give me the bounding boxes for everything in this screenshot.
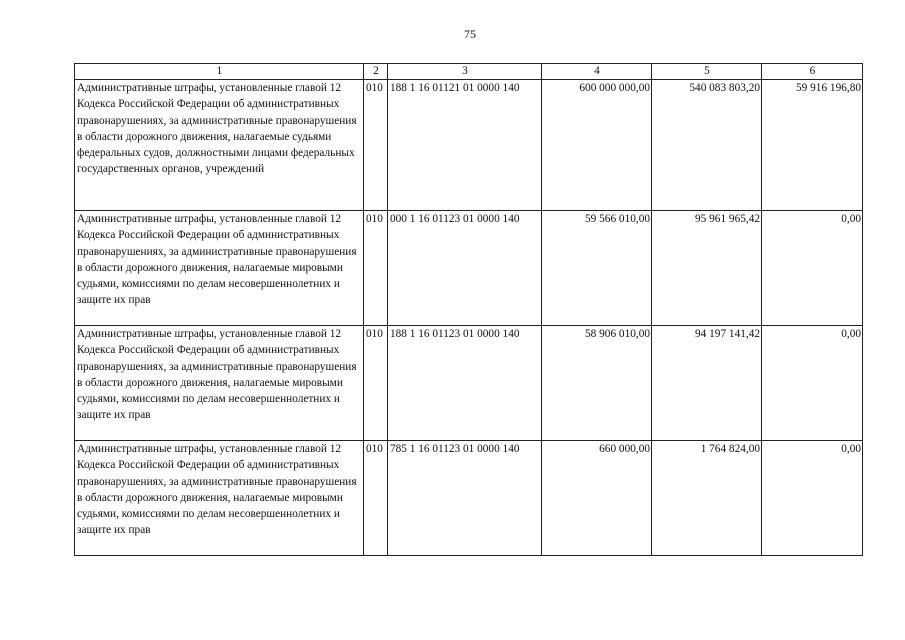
row-name: Административные штрафы, установленные главой 12 Кодекса Российской Федерации об административных правонарушениях, за административные правонарушения в области дорожного движения, налагаемые мировыми судьями, комиссиями по делам несовершеннолетних и защите их прав xyxy=(75,326,364,441)
column-header-3: 3 xyxy=(388,64,542,80)
row-col6-value: 0,00 xyxy=(762,211,863,326)
row-admin-code: 010 xyxy=(364,441,388,556)
row-col4-value: 660 000,00 xyxy=(542,441,652,556)
row-admin-code: 010 xyxy=(364,80,388,211)
table-row xyxy=(75,326,863,441)
column-header-1: 1 xyxy=(75,64,364,80)
row-admin-code: 010 xyxy=(364,326,388,441)
row-budget-code: 188 1 16 01123 01 0000 140 xyxy=(388,326,542,441)
column-header-4: 4 xyxy=(542,64,652,80)
column-header-5: 5 xyxy=(652,64,762,80)
row-col6-value: 0,00 xyxy=(762,326,863,441)
column-header-2: 2 xyxy=(364,64,388,80)
row-col6-value: 0,00 xyxy=(762,441,863,556)
row-admin-code: 010 xyxy=(364,211,388,326)
row-name: Административные штрафы, установленные главой 12 Кодекса Российской Федерации об административных правонарушениях, за административные правонарушения в области дорожного движения, налагаемые мировыми судьями, комиссиями по делам несовершеннолетних и защите их прав xyxy=(75,211,364,326)
row-col5-value: 94 197 141,42 xyxy=(652,326,762,441)
row-col4-value: 59 566 010,00 xyxy=(542,211,652,326)
row-col6-value: 59 916 196,80 xyxy=(762,80,863,211)
column-header-6: 6 xyxy=(762,64,863,80)
row-name: Административные штрафы, установленные главой 12 Кодекса Российской Федерации об административных правонарушениях, за административные правонарушения в области дорожного движения, налагаемые мировыми судьями, комиссиями по делам несовершеннолетних и защите их прав xyxy=(75,441,364,556)
row-col5-value: 95 961 965,42 xyxy=(652,211,762,326)
table-row xyxy=(75,441,863,556)
budget-table xyxy=(74,63,863,556)
header-row xyxy=(75,64,863,80)
row-budget-code: 188 1 16 01121 01 0000 140 xyxy=(388,80,542,211)
row-name: Административные штрафы, установленные главой 12 Кодекса Российской Федерации об административных правонарушениях, за административные правонарушения в области дорожного движения, налагаемые судьями федеральных судов, должностными лицами федеральных государственных органов, учреждений xyxy=(75,80,364,211)
row-col4-value: 58 906 010,00 xyxy=(542,326,652,441)
row-budget-code: 785 1 16 01123 01 0000 140 xyxy=(388,441,542,556)
page-number: 75 xyxy=(464,27,476,41)
table-row xyxy=(75,211,863,326)
row-col4-value: 600 000 000,00 xyxy=(542,80,652,211)
table-row xyxy=(75,80,863,211)
row-col5-value: 1 764 824,00 xyxy=(652,441,762,556)
row-col5-value: 540 083 803,20 xyxy=(652,80,762,211)
row-budget-code: 000 1 16 01123 01 0000 140 xyxy=(388,211,542,326)
